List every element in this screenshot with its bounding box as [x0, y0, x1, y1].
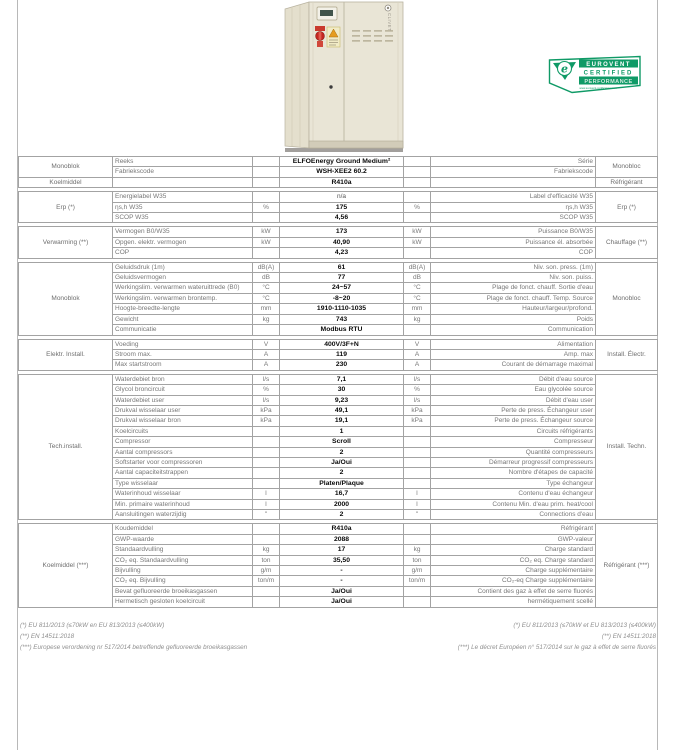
- spec-row: [19, 576, 658, 586]
- label-nl: Reeks: [113, 157, 253, 167]
- label-fr: Niv. son. puiss.: [431, 273, 596, 283]
- unit-nl: %: [253, 385, 280, 395]
- label-nl: CO₂ eq. Bijvulling: [113, 576, 253, 586]
- spec-row: [19, 157, 658, 167]
- unit-fr: [404, 447, 431, 457]
- certification-tagline: www.eurovent-certification.com: [579, 87, 617, 91]
- spec-section-4: [18, 339, 658, 371]
- spec-row: [19, 545, 658, 555]
- label-nl: Energielabel W35: [113, 192, 253, 202]
- label-fr: COP: [431, 248, 596, 258]
- label-fr: Perte de press. Échangeur source: [431, 416, 596, 426]
- label-fr: Charge supplémentaire: [431, 566, 596, 576]
- label-nl: Hermetisch gesloten koelcircuit: [113, 597, 253, 607]
- value: 4,56: [280, 213, 404, 223]
- unit-nl: [253, 248, 280, 258]
- label-nl: Koudemiddel: [113, 524, 253, 534]
- unit-fr: mm: [404, 304, 431, 314]
- group-label-left: Tech.install.: [19, 374, 113, 520]
- value: 77: [280, 273, 404, 283]
- unit-fr: V: [404, 339, 431, 349]
- label-nl: Softstarter voor compressoren: [113, 457, 253, 467]
- spec-row: [19, 437, 658, 447]
- value: 2: [280, 447, 404, 457]
- label-nl: Compressor: [113, 437, 253, 447]
- group-label-left: Monoblok: [19, 262, 113, 335]
- unit-nl: ton: [253, 555, 280, 565]
- unit-nl: [253, 478, 280, 488]
- unit-nl: A: [253, 360, 280, 370]
- value: R410a: [280, 524, 404, 534]
- label-nl: Min. primaire waterinhoud: [113, 499, 253, 509]
- group-label-right: Monobloc: [596, 262, 658, 335]
- label-fr: Série: [431, 157, 596, 167]
- spec-row: [19, 325, 658, 335]
- spec-row: [19, 499, 658, 509]
- group-label-right: Réfrigérant: [596, 177, 658, 187]
- unit-fr: A: [404, 349, 431, 359]
- unit-nl: [253, 534, 280, 544]
- label-nl: Voeding: [113, 339, 253, 349]
- label-nl: Waterdebiet bron: [113, 374, 253, 384]
- value: 230: [280, 360, 404, 370]
- spec-row: [19, 339, 658, 349]
- group-label-left: Koelmiddel (***): [19, 524, 113, 607]
- unit-fr: kg: [404, 314, 431, 324]
- footnote-line: (***) Europese verordening nr 517/2014 betreffende gefluoreerde broeikasgassen: [20, 644, 248, 651]
- value: 119: [280, 349, 404, 359]
- label-nl: Waterdebiet user: [113, 395, 253, 405]
- unit-fr: [404, 213, 431, 223]
- value: 7,1: [280, 374, 404, 384]
- label-fr: Démarreur progressif compresseurs: [431, 457, 596, 467]
- unit-nl: [253, 524, 280, 534]
- unit-fr: [404, 468, 431, 478]
- value: Ja/Oui: [280, 597, 404, 607]
- label-fr: Réfrigérant: [431, 524, 596, 534]
- product-photo-heat-pump-cabinet: [284, 0, 408, 154]
- spec-row: [19, 385, 658, 395]
- unit-nl: [253, 586, 280, 596]
- label-fr: Plage de fonct. chauff. Temp. Source: [431, 293, 596, 303]
- unit-fr: A: [404, 360, 431, 370]
- group-label-left: Verwarming (**): [19, 227, 113, 258]
- unit-fr: kg: [404, 545, 431, 555]
- group-label-right: Monobloc: [596, 157, 658, 178]
- unit-fr: [404, 248, 431, 258]
- label-nl: [113, 177, 253, 187]
- spec-row: [19, 489, 658, 499]
- group-label-left: Erp (*): [19, 192, 113, 223]
- unit-fr: [404, 437, 431, 447]
- label-fr: Poids: [431, 314, 596, 324]
- spec-row: [19, 304, 658, 314]
- group-label-left: Koelmiddel: [19, 177, 113, 187]
- label-fr: Alimentation: [431, 339, 596, 349]
- label-fr: [431, 177, 596, 187]
- label-nl: Type wisselaar: [113, 478, 253, 488]
- label-fr: Communication: [431, 325, 596, 335]
- eurovent-certified-badge: [548, 55, 642, 97]
- label-nl: Standaardvulling: [113, 545, 253, 555]
- svg-text:CLIVET: CLIVET: [387, 13, 392, 32]
- unit-nl: [253, 167, 280, 177]
- value: 61: [280, 262, 404, 272]
- value: n/a: [280, 192, 404, 202]
- footnote-line: (**) EN 14511:2018: [601, 633, 656, 640]
- eurovent-e-glyph: e: [561, 62, 568, 76]
- unit-fr: ton/m: [404, 576, 431, 586]
- unit-fr: [404, 457, 431, 467]
- cabinet-shadow: [285, 148, 403, 152]
- unit-fr: dB: [404, 273, 431, 283]
- label-nl: CO₂ eq. Standaardvulling: [113, 555, 253, 565]
- label-nl: Drukval wisselaar bron: [113, 416, 253, 426]
- value: 175: [280, 202, 404, 212]
- spec-row: [19, 374, 658, 384]
- label-fr: Amp. max: [431, 349, 596, 359]
- unit-nl: [253, 325, 280, 335]
- spec-row: [19, 314, 658, 324]
- label-fr: Puissance B0/W35: [431, 227, 596, 237]
- label-nl: Max startstroom: [113, 360, 253, 370]
- spec-section-5: [18, 374, 658, 521]
- spec-row: [19, 192, 658, 202]
- label-fr: Charge standard: [431, 545, 596, 555]
- main-switch-label: [315, 26, 325, 31]
- unit-fr: l/s: [404, 395, 431, 405]
- spec-table: [18, 156, 657, 611]
- spec-row: [19, 237, 658, 247]
- value: 30: [280, 385, 404, 395]
- spec-row: [19, 248, 658, 258]
- unit-nl: [253, 437, 280, 447]
- label-fr: Contenu d'eau échangeur: [431, 489, 596, 499]
- footnote-line: (***) Le décret Européen n° 517/2014 sur le gaz à effet de serre fluorés: [457, 644, 656, 651]
- label-nl: SCOP W35: [113, 213, 253, 223]
- value: 1910-1110-1035: [280, 304, 404, 314]
- label-fr: Type échangeur: [431, 478, 596, 488]
- spec-row: [19, 283, 658, 293]
- value: ELFOEnergy Ground Medium²: [280, 157, 404, 167]
- label-fr: Courant de démarrage maximal: [431, 360, 596, 370]
- label-fr: Fabriekscode: [431, 167, 596, 177]
- unit-nl: [253, 447, 280, 457]
- label-fr: Débit d'eau source: [431, 374, 596, 384]
- value: 19,1: [280, 416, 404, 426]
- unit-nl: V: [253, 339, 280, 349]
- main-switch-base: [317, 41, 323, 47]
- unit-nl: l: [253, 489, 280, 499]
- unit-fr: kW: [404, 227, 431, 237]
- label-nl: Glycol broncircuit: [113, 385, 253, 395]
- unit-nl: ton/m: [253, 576, 280, 586]
- label-nl: Opgen. elektr. vermogen: [113, 237, 253, 247]
- spec-row: [19, 426, 658, 436]
- label-fr: Contient des gaz à effet de serre fluorés: [431, 586, 596, 596]
- spec-row: [19, 395, 658, 405]
- label-nl: Bijvulling: [113, 566, 253, 576]
- spec-row: [19, 510, 658, 520]
- value: 24~57: [280, 283, 404, 293]
- value: Platen/Plaque: [280, 478, 404, 488]
- value: -: [280, 566, 404, 576]
- label-fr: Quantité compresseurs: [431, 447, 596, 457]
- spec-row: [19, 478, 658, 488]
- unit-fr: [404, 524, 431, 534]
- keyhole: [329, 85, 332, 88]
- unit-fr: ton: [404, 555, 431, 565]
- group-label-right: Chauffage (**): [596, 227, 658, 258]
- label-nl: Hoogte-breedte-lengte: [113, 304, 253, 314]
- spec-row: [19, 167, 658, 177]
- unit-fr: [404, 426, 431, 436]
- footnote-line: (**) EN 14511:2018: [20, 633, 75, 640]
- unit-nl: [253, 157, 280, 167]
- unit-fr: [404, 325, 431, 335]
- performance-word: PERFORMANCE: [584, 78, 633, 85]
- label-nl: Koelcircuits: [113, 426, 253, 436]
- spec-row: [19, 566, 658, 576]
- label-fr: SCOP W35: [431, 213, 596, 223]
- unit-fr: kPa: [404, 405, 431, 415]
- group-label-right: Install. Techn.: [596, 374, 658, 520]
- unit-nl: A: [253, 349, 280, 359]
- label-nl: GWP-waarde: [113, 534, 253, 544]
- eurovent-word: EUROVENT: [586, 62, 631, 68]
- value: WSH-XEE2 60.2: [280, 167, 404, 177]
- spec-row: [19, 534, 658, 544]
- unit-nl: [253, 426, 280, 436]
- spec-row: [19, 360, 658, 370]
- unit-nl: kW: [253, 237, 280, 247]
- spec-row: [19, 262, 658, 272]
- label-fr: Perte de press. Échangeur user: [431, 405, 596, 415]
- label-nl: Bevat gefluoreerde broeikasgassen: [113, 586, 253, 596]
- value: R410a: [280, 177, 404, 187]
- unit-nl: %: [253, 202, 280, 212]
- value: Ja/Oui: [280, 457, 404, 467]
- value: Ja/Oui: [280, 586, 404, 596]
- unit-fr: [404, 478, 431, 488]
- unit-nl: ": [253, 510, 280, 520]
- unit-nl: °C: [253, 283, 280, 293]
- unit-nl: [253, 457, 280, 467]
- unit-fr: kPa: [404, 416, 431, 426]
- label-nl: Gewicht: [113, 314, 253, 324]
- unit-nl: kW: [253, 227, 280, 237]
- spec-row: [19, 177, 658, 187]
- spec-row: [19, 202, 658, 212]
- spec-row: [19, 213, 658, 223]
- spec-row: [19, 273, 658, 283]
- label-fr: Débit d'eau user: [431, 395, 596, 405]
- unit-fr: dB(A): [404, 262, 431, 272]
- label-fr: GWP-valeur: [431, 534, 596, 544]
- spec-section-1: [18, 191, 658, 223]
- label-fr: Compresseur: [431, 437, 596, 447]
- label-nl: Waterinhoud wisselaar: [113, 489, 253, 499]
- label-fr: CO₂ eq. Charge standard: [431, 555, 596, 565]
- group-label-right: Réfrigérant (***): [596, 524, 658, 607]
- value: 9,23: [280, 395, 404, 405]
- value: 40,90: [280, 237, 404, 247]
- unit-nl: dB: [253, 273, 280, 283]
- value: Scroll: [280, 437, 404, 447]
- value: -: [280, 576, 404, 586]
- label-nl: ηs,h W35: [113, 202, 253, 212]
- unit-fr: [404, 157, 431, 167]
- spec-row: [19, 227, 658, 237]
- unit-fr: l: [404, 489, 431, 499]
- value: 35,50: [280, 555, 404, 565]
- unit-fr: [404, 167, 431, 177]
- spec-section-6: [18, 523, 658, 607]
- label-nl: Aansluitingen waterzijdig: [113, 510, 253, 520]
- label-nl: Aantal compressors: [113, 447, 253, 457]
- unit-fr: %: [404, 385, 431, 395]
- certified-word: CERTIFIED: [583, 70, 634, 77]
- value: 2: [280, 468, 404, 478]
- value: 1: [280, 426, 404, 436]
- unit-nl: kPa: [253, 416, 280, 426]
- label-nl: COP: [113, 248, 253, 258]
- spec-row: [19, 468, 658, 478]
- unit-fr: g/m: [404, 566, 431, 576]
- unit-nl: °C: [253, 293, 280, 303]
- footnote-line: (*) EU 811/2013 (≤70kW en EU 813/2013 (≤400kW): [20, 622, 165, 629]
- value: 743: [280, 314, 404, 324]
- label-fr: Nombre d'étapes de capacité: [431, 468, 596, 478]
- value: 2088: [280, 534, 404, 544]
- value: 400V/3F+N: [280, 339, 404, 349]
- unit-fr: [404, 177, 431, 187]
- unit-fr: °C: [404, 283, 431, 293]
- label-fr: ηs,h W35: [431, 202, 596, 212]
- unit-nl: [253, 177, 280, 187]
- label-nl: Stroom max.: [113, 349, 253, 359]
- spec-row: [19, 597, 658, 607]
- group-label-left: Monoblok: [19, 157, 113, 178]
- label-fr: Puissance él. absorbée: [431, 237, 596, 247]
- cabinet-base: [309, 141, 403, 148]
- group-label-right: Install. Électr.: [596, 339, 658, 370]
- unit-nl: [253, 597, 280, 607]
- unit-nl: kPa: [253, 405, 280, 415]
- unit-fr: l/s: [404, 374, 431, 384]
- unit-fr: [404, 586, 431, 596]
- value: 2: [280, 510, 404, 520]
- unit-nl: l/s: [253, 395, 280, 405]
- value: 16,7: [280, 489, 404, 499]
- unit-fr: ": [404, 510, 431, 520]
- spec-row: [19, 586, 658, 596]
- label-nl: Communicatie: [113, 325, 253, 335]
- unit-nl: [253, 192, 280, 202]
- label-fr: Niv. son. press. (1m): [431, 262, 596, 272]
- spec-row: [19, 293, 658, 303]
- unit-fr: %: [404, 202, 431, 212]
- unit-fr: °C: [404, 293, 431, 303]
- unit-nl: [253, 468, 280, 478]
- cabinet-illustration: [284, 0, 408, 154]
- label-nl: Geluidsdruk (1m): [113, 262, 253, 272]
- unit-nl: [253, 213, 280, 223]
- display-screen: [320, 10, 333, 16]
- spec-section-2: [18, 226, 658, 258]
- label-fr: CO₂-eq Charge supplémentaire: [431, 576, 596, 586]
- value: 4,23: [280, 248, 404, 258]
- label-fr: Connections d'eau: [431, 510, 596, 520]
- unit-nl: dB(A): [253, 262, 280, 272]
- unit-nl: mm: [253, 304, 280, 314]
- spec-row: [19, 447, 658, 457]
- value: 2000: [280, 499, 404, 509]
- label-fr: Circuits réfrigérants: [431, 426, 596, 436]
- spec-row: [19, 524, 658, 534]
- value: 49,1: [280, 405, 404, 415]
- unit-nl: kg: [253, 314, 280, 324]
- label-nl: Aantal capaciteitstrappen: [113, 468, 253, 478]
- label-nl: Werkingslim. verwarmen brontemp.: [113, 293, 253, 303]
- label-fr: Contenu Min. d'eau prim. heat/cool: [431, 499, 596, 509]
- spec-row: [19, 457, 658, 467]
- label-fr: Label d'efficacité W35: [431, 192, 596, 202]
- spec-row: [19, 405, 658, 415]
- spec-row: [19, 555, 658, 565]
- label-fr: hermétiquement scellé: [431, 597, 596, 607]
- unit-nl: g/m: [253, 566, 280, 576]
- label-nl: Werkingslim. verwarmen wateruittrede (B0): [113, 283, 253, 293]
- unit-nl: l: [253, 499, 280, 509]
- group-label-right: Erp (*): [596, 192, 658, 223]
- label-nl: Geluidsvermogen: [113, 273, 253, 283]
- spec-row: [19, 416, 658, 426]
- cabinet-side-panel: [285, 2, 309, 148]
- label-fr: Plage de fonct. chauff. Sortie d'eau: [431, 283, 596, 293]
- label-fr: Eau glycolée source: [431, 385, 596, 395]
- value: Modbus RTU: [280, 325, 404, 335]
- spec-section-3: [18, 262, 658, 336]
- unit-fr: [404, 597, 431, 607]
- unit-nl: kg: [253, 545, 280, 555]
- label-nl: Drukval wisselaar user: [113, 405, 253, 415]
- value: 173: [280, 227, 404, 237]
- unit-nl: l/s: [253, 374, 280, 384]
- footnotes-french: [296, 620, 656, 653]
- footnote-line: (*) EU 811/2013 (≤70kW et EU 813/2013 (≤400kW): [513, 622, 656, 629]
- group-label-left: Elektr. Install.: [19, 339, 113, 370]
- spec-row: [19, 349, 658, 359]
- label-nl: Fabriekscode: [113, 167, 253, 177]
- unit-fr: l: [404, 499, 431, 509]
- unit-fr: [404, 534, 431, 544]
- value: 17: [280, 545, 404, 555]
- unit-fr: kW: [404, 237, 431, 247]
- value: -8~20: [280, 293, 404, 303]
- label-fr: Hauteur/largeur/profond.: [431, 304, 596, 314]
- spec-section-0: [18, 156, 658, 188]
- unit-fr: [404, 192, 431, 202]
- label-nl: Vermogen B0/W35: [113, 227, 253, 237]
